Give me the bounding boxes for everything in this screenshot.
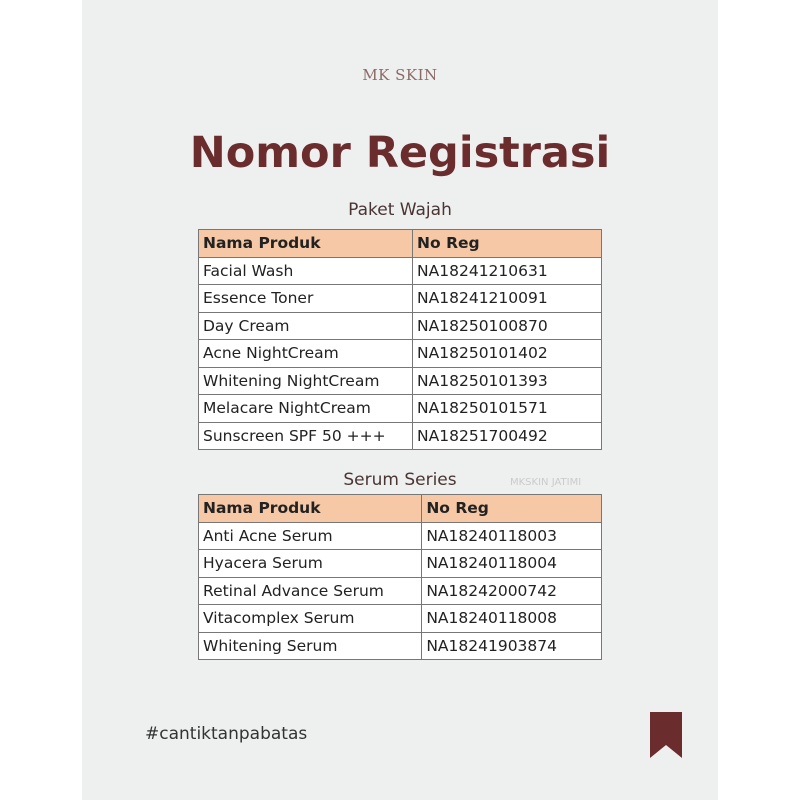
paket-wajah-table [198,229,602,450]
product-name: Whitening Serum [199,632,422,660]
product-name: Hyacera Serum [199,550,422,578]
table-row [199,285,602,313]
product-name: Facial Wash [199,257,413,285]
table-row [199,395,602,423]
serum-series-table [198,494,602,660]
registration-number: NA18241210631 [413,257,602,285]
column-header: No Reg [413,230,602,258]
brand-name: MK SKIN [362,66,438,84]
section-heading-paket-wajah: Paket Wajah [348,200,452,220]
table-row [199,422,602,450]
table-row [199,632,602,660]
column-header: Nama Produk [199,230,413,258]
registration-number: NA18241210091 [413,285,602,313]
product-name: Melacare NightCream [199,395,413,423]
table-header-row [199,230,602,258]
table-row [199,577,602,605]
registration-number: NA18240118004 [422,550,602,578]
table-row [199,522,602,550]
registration-number: NA18251700492 [413,422,602,450]
product-name: Anti Acne Serum [199,522,422,550]
hashtag: #cantiktanpabatas [145,724,308,744]
product-name: Day Cream [199,312,413,340]
product-name: Essence Toner [199,285,413,313]
column-header: No Reg [422,495,602,523]
table-row [199,367,602,395]
registration-number: NA18240118003 [422,522,602,550]
table-row [199,312,602,340]
table-row [199,257,602,285]
product-name: Acne NightCream [199,340,413,368]
bookmark-icon[interactable] [650,712,682,758]
product-name: Vitacomplex Serum [199,605,422,633]
table-row [199,340,602,368]
watermark: MKSKIN JATIMI [510,477,582,488]
product-name: Sunscreen SPF 50 +++ [199,422,413,450]
table-row [199,550,602,578]
page-title: Nomor Registrasi [189,128,611,178]
table-row [199,605,602,633]
section-heading-serum-series: Serum Series [343,470,457,490]
registration-number: NA18250100870 [413,312,602,340]
product-name: Whitening NightCream [199,367,413,395]
registration-number: NA18250101402 [413,340,602,368]
product-name: Retinal Advance Serum [199,577,422,605]
registration-number: NA18250101393 [413,367,602,395]
column-header: Nama Produk [199,495,422,523]
registration-number: NA18241903874 [422,632,602,660]
registration-number: NA18240118008 [422,605,602,633]
registration-number: NA18250101571 [413,395,602,423]
registration-number: NA18242000742 [422,577,602,605]
table-header-row [199,495,602,523]
